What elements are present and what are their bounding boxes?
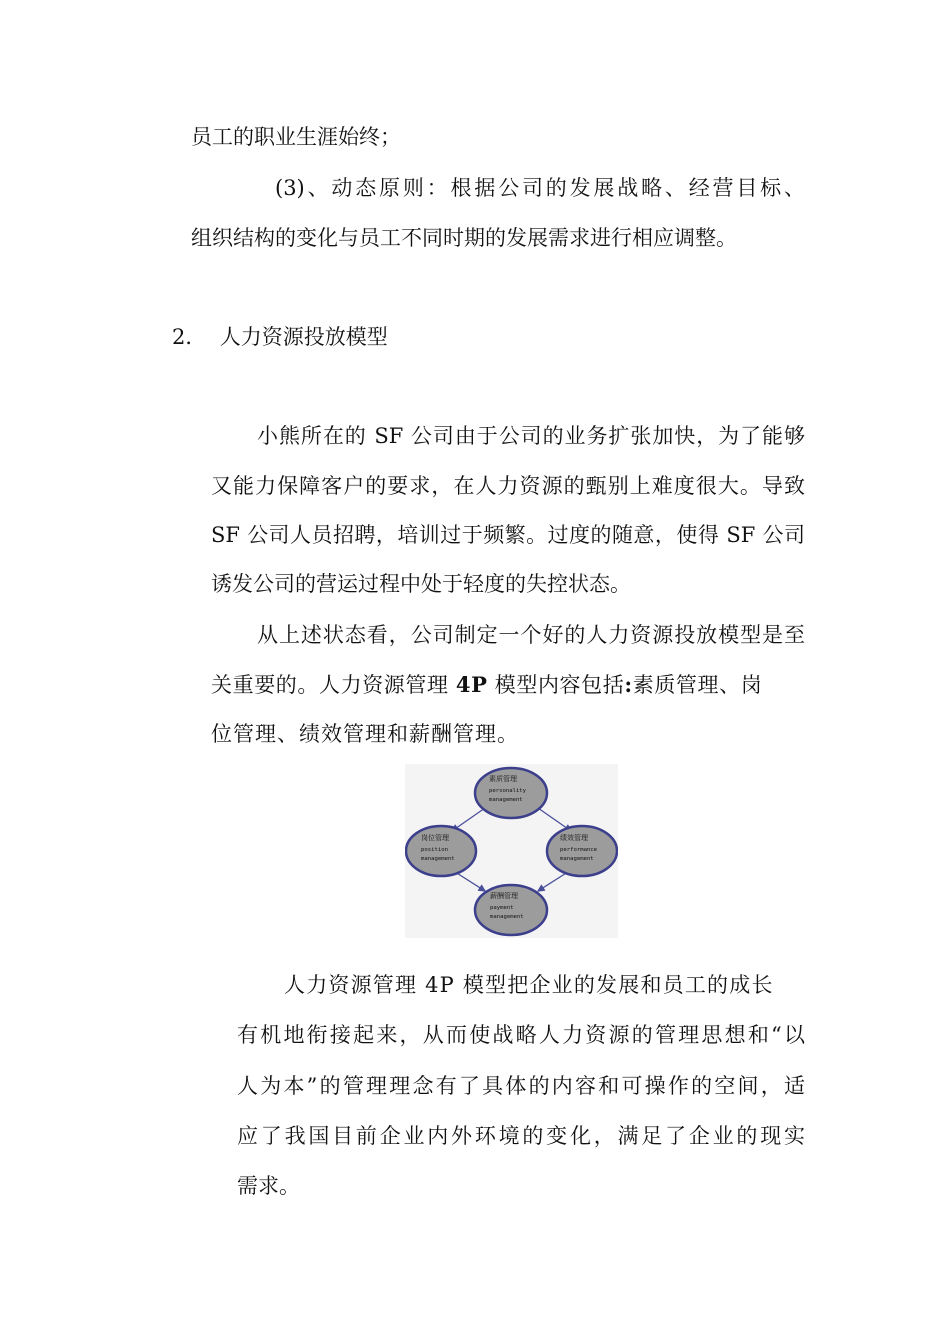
- paragraph-line: (3)、动态原则：根据公司的发展战略、经营目标、: [275, 176, 805, 200]
- personality-management-node: [475, 768, 547, 818]
- node-subtitle: management: [489, 797, 523, 803]
- paragraph-line: 人力资源管理 4P 模型把企业的发展和员工的成长: [284, 973, 774, 997]
- node-subtitle: management: [421, 856, 455, 862]
- node-subtitle: management: [490, 914, 524, 920]
- node-subtitle: position: [421, 847, 448, 853]
- paragraph-line: 应了我国目前企业内外环境的变化，满足了企业的现实: [237, 1124, 805, 1148]
- node-subtitle: performance: [560, 847, 598, 853]
- paragraph-line: [211, 670, 762, 700]
- payment-management-node: [475, 885, 547, 935]
- performance-management-node: [547, 826, 617, 876]
- node-title: 素质管理: [489, 775, 517, 783]
- paragraph-line: 需求。: [237, 1174, 300, 1198]
- position-management-node: [406, 826, 476, 876]
- paragraph-line: 员工的职业生涯始终；: [191, 125, 401, 149]
- paragraph-line: 从上述状态看，公司制定一个好的人力资源投放模型是至: [257, 623, 805, 647]
- node-subtitle: payment: [490, 905, 514, 911]
- node-title: 绩效管理: [560, 834, 588, 842]
- paragraph-line: 小熊所在的 SF 公司由于公司的业务扩张加快，为了能够: [257, 424, 805, 448]
- text-run: 关重要的。人力资源管理: [211, 673, 456, 697]
- paragraph-line: 诱发公司的营运过程中处于轻度的失控状态。: [211, 572, 631, 596]
- bold-text-run: 4P: [455, 672, 488, 697]
- paragraph-line: 位管理、绩效管理和薪酬管理。: [211, 722, 519, 746]
- paragraph-line: 组织结构的变化与员工不同时期的发展需求进行相应调整。: [191, 226, 737, 250]
- paragraph-line: 有机地衔接起来，从而使战略人力资源的管理思想和“以: [237, 1023, 805, 1047]
- text-run: 素质管理、岗: [632, 673, 763, 697]
- node-title: 岗位管理: [421, 834, 449, 842]
- bold-text-run: :: [624, 672, 633, 697]
- node-subtitle: personality: [489, 788, 527, 794]
- node-subtitle: management: [560, 856, 594, 862]
- text-run: 模型内容包括: [487, 673, 625, 697]
- 4p-model-svg: [405, 764, 618, 938]
- paragraph-line: SF 公司人员招聘，培训过于频繁。过度的随意，使得 SF 公司: [211, 523, 805, 547]
- node-title: 薪酬管理: [490, 892, 518, 900]
- section-heading: 2． 人力资源投放模型: [172, 325, 388, 349]
- paragraph-line: 又能力保障客户的要求，在人力资源的甄别上难度很大。导致: [211, 474, 805, 498]
- 4p-model-diagram: [405, 764, 618, 938]
- paragraph-line: 人为本”的管理理念有了具体的内容和可操作的空间，适: [237, 1074, 805, 1098]
